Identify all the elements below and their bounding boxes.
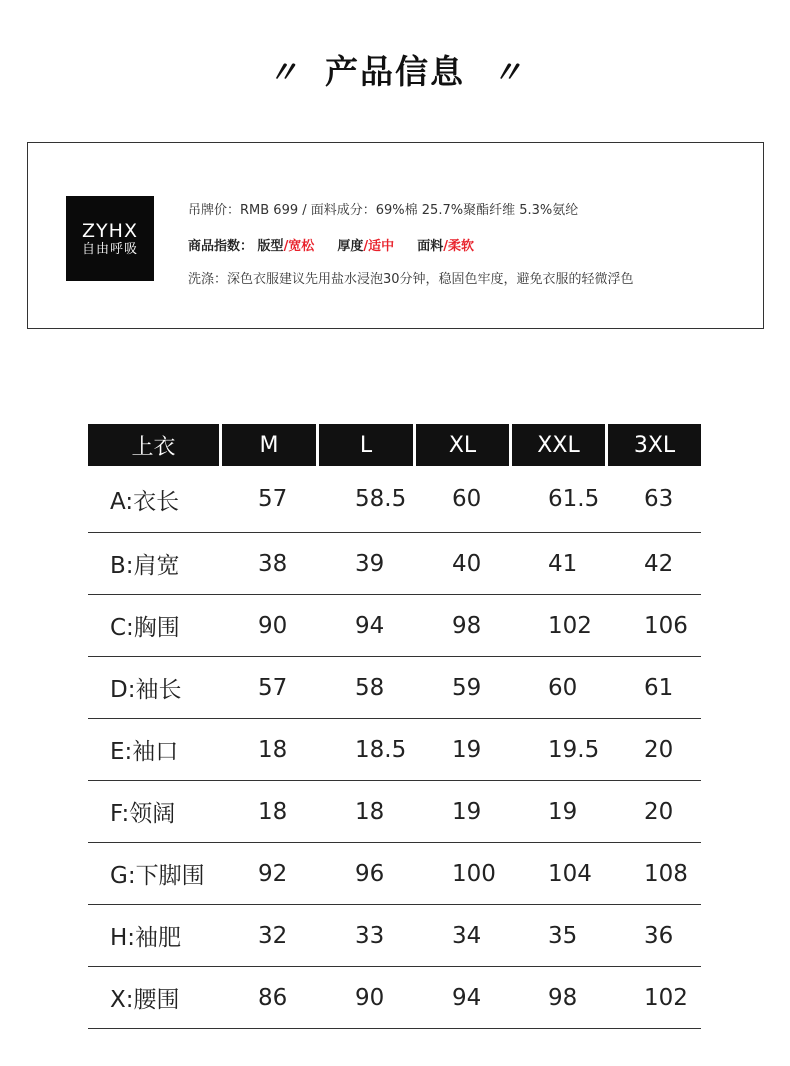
cell-value: 60 (512, 657, 608, 719)
cell-value: 94 (319, 595, 416, 657)
price-material-line: 吊牌价：RMB 699 / 面料成分：69%棉 25.7%聚酯纤维 5.3%氨纶 (188, 203, 579, 218)
row-label: X:腰围 (88, 967, 222, 1029)
cell-value: 60 (416, 466, 512, 533)
cell-value: 98 (416, 595, 512, 657)
table-row (88, 967, 701, 1029)
cell-value: 20 (608, 781, 701, 843)
index-fabric-name: 面料 (417, 239, 444, 254)
cell-value: 33 (319, 905, 416, 967)
cell-value: 19 (512, 781, 608, 843)
quote-open-mark: 〃 (267, 55, 298, 91)
brand-logo-latin: ZYHX (82, 220, 138, 242)
brand-logo-chinese: 自由呼吸 (81, 242, 138, 257)
cell-value: 35 (512, 905, 608, 967)
cell-value: 36 (608, 905, 701, 967)
header-size-xxl: XXL (512, 424, 608, 466)
cell-value: 42 (608, 533, 701, 595)
product-index-label: 商品指数： (188, 239, 254, 254)
cell-value: 40 (416, 533, 512, 595)
table-row (88, 719, 701, 781)
row-label: D:袖长 (88, 657, 222, 719)
header-size-3xl: 3XL (608, 424, 701, 466)
cell-value: 38 (222, 533, 319, 595)
row-label: G:下脚围 (88, 843, 222, 905)
page-title-block (0, 46, 790, 102)
product-index-line (188, 235, 474, 254)
header-size-l: L (319, 424, 416, 466)
brand-logo (66, 196, 154, 281)
index-thickness-name: 厚度 (337, 239, 364, 254)
cell-value: 100 (416, 843, 512, 905)
size-chart-table (88, 424, 701, 1029)
cell-value: 39 (319, 533, 416, 595)
cell-value: 32 (222, 905, 319, 967)
index-fit-value: /宽松 (283, 239, 315, 254)
index-fit-name: 版型 (257, 239, 284, 254)
row-label: F:领阔 (88, 781, 222, 843)
table-row (88, 657, 701, 719)
cell-value: 18 (319, 781, 416, 843)
table-row (88, 905, 701, 967)
cell-value: 98 (512, 967, 608, 1029)
cell-value: 34 (416, 905, 512, 967)
table-row (88, 843, 701, 905)
row-label: E:袖口 (88, 719, 222, 781)
cell-value: 58 (319, 657, 416, 719)
cell-value: 63 (608, 466, 701, 533)
table-row (88, 533, 701, 595)
header-size-m: M (222, 424, 319, 466)
cell-value: 90 (319, 967, 416, 1029)
cell-value: 59 (416, 657, 512, 719)
cell-value: 19.5 (512, 719, 608, 781)
header-size-xl: XL (416, 424, 512, 466)
cell-value: 106 (608, 595, 701, 657)
table-row (88, 466, 701, 533)
cell-value: 96 (319, 843, 416, 905)
product-info-box (27, 142, 764, 329)
cell-value: 102 (608, 967, 701, 1029)
row-label: B:肩宽 (88, 533, 222, 595)
cell-value: 41 (512, 533, 608, 595)
index-thickness-value: /适中 (363, 239, 395, 254)
cell-value: 19 (416, 781, 512, 843)
cell-value: 108 (608, 843, 701, 905)
row-label: A:衣长 (88, 466, 222, 533)
cell-value: 19 (416, 719, 512, 781)
cell-value: 61 (608, 657, 701, 719)
table-row (88, 781, 701, 843)
cell-value: 18.5 (319, 719, 416, 781)
cell-value: 92 (222, 843, 319, 905)
row-label: C:胸围 (88, 595, 222, 657)
washing-instructions-line: 洗涤：深色衣服建议先用盐水浸泡30分钟，稳固色牢度，避免衣服的轻微浮色 (188, 272, 634, 287)
table-row (88, 595, 701, 657)
cell-value: 102 (512, 595, 608, 657)
quote-close-mark: 〃 (492, 55, 523, 91)
cell-value: 57 (222, 466, 319, 533)
cell-value: 58.5 (319, 466, 416, 533)
cell-value: 61.5 (512, 466, 608, 533)
cell-value: 104 (512, 843, 608, 905)
page-title: 产品信息 (325, 52, 465, 91)
cell-value: 18 (222, 719, 319, 781)
size-header-row (88, 424, 701, 466)
cell-value: 90 (222, 595, 319, 657)
cell-value: 18 (222, 781, 319, 843)
cell-value: 94 (416, 967, 512, 1029)
cell-value: 57 (222, 657, 319, 719)
cell-value: 86 (222, 967, 319, 1029)
row-label: H:袖肥 (88, 905, 222, 967)
index-fabric-value: /柔软 (443, 239, 474, 254)
cell-value: 20 (608, 719, 701, 781)
header-top: 上衣 (88, 424, 222, 466)
